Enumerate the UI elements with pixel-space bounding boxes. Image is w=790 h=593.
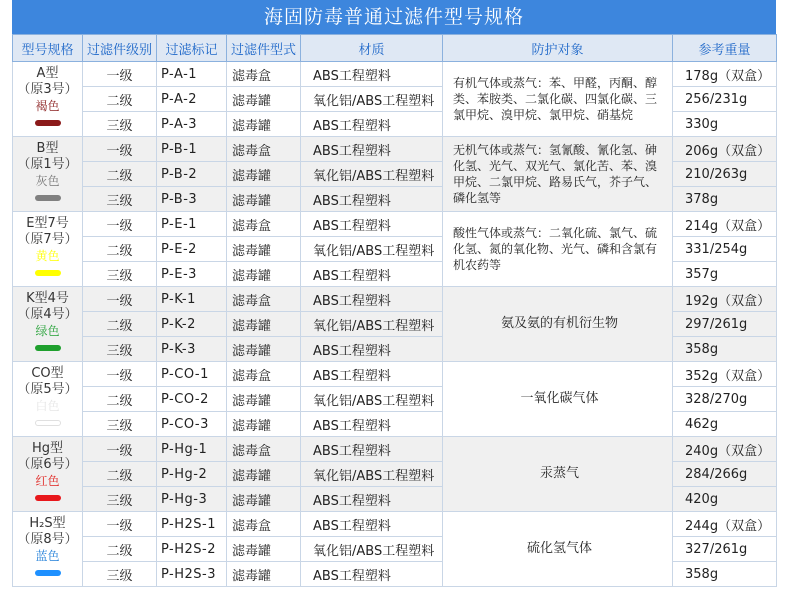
type-cell: 滤毒盒: [227, 437, 301, 462]
type-cell: 滤毒罐: [227, 87, 301, 112]
material-cell: 氧化铝/ABS工程塑料: [301, 387, 443, 412]
color-name: 灰色: [35, 174, 60, 188]
type-cell: 滤毒罐: [227, 387, 301, 412]
model-cell: [13, 437, 83, 512]
type-cell: 滤毒盒: [227, 62, 301, 87]
model-cell: [13, 362, 83, 437]
material-cell: ABS工程塑料: [301, 562, 443, 587]
table-row: [13, 212, 777, 237]
level-cell: 二级: [83, 537, 157, 562]
material-cell: ABS工程塑料: [301, 62, 443, 87]
mark-cell: P-K-1: [157, 287, 227, 312]
model-name: B型: [36, 141, 59, 156]
mark-cell: P-A-3: [157, 112, 227, 137]
header-model: 型号规格: [13, 35, 83, 62]
model-cell: [13, 287, 83, 362]
protection-cell: 一氧化碳气体: [443, 362, 673, 437]
protection-cell: 无机气体或蒸气：氢氰酸、氰化氢、砷化氢、光气、双光气、氯化苦、苯、溴甲烷、二氯甲烷、路易氏气，芥子气、磷化氢等: [443, 137, 673, 212]
table-row: [13, 512, 777, 537]
table-row: [13, 437, 777, 462]
level-cell: 二级: [83, 312, 157, 337]
weight-cell: 206g（双盒）: [673, 137, 777, 162]
mark-cell: P-Hg-3: [157, 487, 227, 512]
mark-cell: P-CO-2: [157, 387, 227, 412]
color-swatch: [35, 420, 61, 426]
page-title: 海固防毒普通过滤件型号规格: [12, 0, 776, 34]
type-cell: 滤毒罐: [227, 312, 301, 337]
material-cell: ABS工程塑料: [301, 212, 443, 237]
mark-cell: P-Hg-1: [157, 437, 227, 462]
model-name: CO型: [31, 366, 64, 381]
type-cell: 滤毒盒: [227, 287, 301, 312]
level-cell: 一级: [83, 512, 157, 537]
color-swatch: [35, 570, 61, 576]
material-cell: ABS工程塑料: [301, 262, 443, 287]
material-cell: 氧化铝/ABS工程塑料: [301, 462, 443, 487]
model-original: （原4号）: [17, 307, 78, 322]
material-cell: 氧化铝/ABS工程塑料: [301, 87, 443, 112]
spec-table: [12, 34, 777, 587]
weight-cell: 297/261g: [673, 312, 777, 337]
table-body: [13, 62, 777, 587]
weight-cell: 256/231g: [673, 87, 777, 112]
weight-cell: 178g（双盒）: [673, 62, 777, 87]
header-protection: 防护对象: [443, 35, 673, 62]
weight-cell: 327/261g: [673, 537, 777, 562]
weight-cell: 420g: [673, 487, 777, 512]
mark-cell: P-CO-1: [157, 362, 227, 387]
type-cell: 滤毒盒: [227, 512, 301, 537]
header-mark: 过滤标记: [157, 35, 227, 62]
mark-cell: P-K-2: [157, 312, 227, 337]
type-cell: 滤毒罐: [227, 187, 301, 212]
weight-cell: 462g: [673, 412, 777, 437]
color-name: 白色: [35, 399, 60, 413]
level-cell: 三级: [83, 337, 157, 362]
material-cell: ABS工程塑料: [301, 287, 443, 312]
header-weight: 参考重量: [673, 35, 777, 62]
mark-cell: P-A-2: [157, 87, 227, 112]
level-cell: 三级: [83, 412, 157, 437]
mark-cell: P-E-2: [157, 237, 227, 262]
model-name: H₂S型: [29, 516, 66, 531]
header-material: 材质: [301, 35, 443, 62]
color-name: 红色: [35, 474, 60, 488]
type-cell: 滤毒盒: [227, 212, 301, 237]
model-name: K型4号: [26, 291, 69, 306]
type-cell: 滤毒盒: [227, 137, 301, 162]
material-cell: ABS工程塑料: [301, 487, 443, 512]
weight-cell: 352g（双盒）: [673, 362, 777, 387]
mark-cell: P-B-3: [157, 187, 227, 212]
model-cell: [13, 137, 83, 212]
level-cell: 一级: [83, 62, 157, 87]
level-cell: 一级: [83, 137, 157, 162]
mark-cell: P-Hg-2: [157, 462, 227, 487]
model-original: （原7号）: [17, 232, 78, 247]
protection-cell: 氨及氨的有机衍生物: [443, 287, 673, 362]
material-cell: ABS工程塑料: [301, 112, 443, 137]
material-cell: 氧化铝/ABS工程塑料: [301, 162, 443, 187]
weight-cell: 284/266g: [673, 462, 777, 487]
material-cell: ABS工程塑料: [301, 437, 443, 462]
model-original: （原3号）: [17, 82, 78, 97]
model-original: （原5号）: [17, 382, 78, 397]
model-name: A型: [36, 66, 59, 81]
mark-cell: P-H2S-2: [157, 537, 227, 562]
weight-cell: 244g（双盒）: [673, 512, 777, 537]
level-cell: 三级: [83, 112, 157, 137]
color-name: 褐色: [35, 99, 60, 113]
type-cell: 滤毒罐: [227, 337, 301, 362]
mark-cell: P-E-3: [157, 262, 227, 287]
weight-cell: 328/270g: [673, 387, 777, 412]
table-row: [13, 62, 777, 87]
table-row: [13, 362, 777, 387]
type-cell: 滤毒罐: [227, 262, 301, 287]
mark-cell: P-E-1: [157, 212, 227, 237]
model-name: Hg型: [31, 441, 64, 456]
level-cell: 三级: [83, 487, 157, 512]
protection-cell: 有机气体或蒸气：苯、甲醛，丙酮、醇类、苯胺类、二氯化碳、四氯化碳、三氯甲烷、溴甲烷、氯甲烷、硝基烷: [443, 62, 673, 137]
type-cell: 滤毒罐: [227, 162, 301, 187]
level-cell: 二级: [83, 462, 157, 487]
color-name: 黄色: [35, 249, 60, 263]
model-original: （原6号）: [17, 457, 78, 472]
color-swatch: [35, 495, 61, 501]
weight-cell: 357g: [673, 262, 777, 287]
level-cell: 一级: [83, 212, 157, 237]
type-cell: 滤毒罐: [227, 112, 301, 137]
level-cell: 一级: [83, 362, 157, 387]
level-cell: 三级: [83, 187, 157, 212]
mark-cell: P-B-1: [157, 137, 227, 162]
level-cell: 三级: [83, 262, 157, 287]
mark-cell: P-H2S-1: [157, 512, 227, 537]
color-swatch: [35, 345, 61, 351]
type-cell: 滤毒罐: [227, 237, 301, 262]
weight-cell: 240g（双盒）: [673, 437, 777, 462]
material-cell: ABS工程塑料: [301, 137, 443, 162]
weight-cell: 378g: [673, 187, 777, 212]
weight-cell: 210/263g: [673, 162, 777, 187]
type-cell: 滤毒盒: [227, 362, 301, 387]
material-cell: ABS工程塑料: [301, 362, 443, 387]
header-row: [13, 35, 777, 62]
level-cell: 一级: [83, 287, 157, 312]
mark-cell: P-CO-3: [157, 412, 227, 437]
model-original: （原8号）: [17, 532, 78, 547]
protection-cell: 汞蒸气: [443, 437, 673, 512]
color-swatch: [35, 120, 61, 126]
level-cell: 二级: [83, 162, 157, 187]
protection-cell: 硫化氢气体: [443, 512, 673, 587]
table-row: [13, 137, 777, 162]
level-cell: 一级: [83, 437, 157, 462]
weight-cell: 358g: [673, 337, 777, 362]
material-cell: 氧化铝/ABS工程塑料: [301, 537, 443, 562]
model-name: E型7号: [26, 216, 69, 231]
material-cell: ABS工程塑料: [301, 512, 443, 537]
weight-cell: 330g: [673, 112, 777, 137]
material-cell: 氧化铝/ABS工程塑料: [301, 237, 443, 262]
model-cell: [13, 512, 83, 587]
mark-cell: P-K-3: [157, 337, 227, 362]
level-cell: 三级: [83, 562, 157, 587]
type-cell: 滤毒罐: [227, 537, 301, 562]
table-row: [13, 287, 777, 312]
model-cell: [13, 62, 83, 137]
weight-cell: 331/254g: [673, 237, 777, 262]
color-swatch: [35, 195, 61, 201]
protection-cell: 酸性气体或蒸气：二氧化硫、氯气、硫化氢、氮的氧化物、光气、磷和含氯有机农药等: [443, 212, 673, 287]
header-level: 过滤件级别: [83, 35, 157, 62]
color-name: 绿色: [35, 324, 60, 338]
color-name: 蓝色: [35, 549, 60, 563]
weight-cell: 214g（双盒）: [673, 212, 777, 237]
color-swatch: [35, 270, 61, 276]
material-cell: 氧化铝/ABS工程塑料: [301, 312, 443, 337]
weight-cell: 192g（双盒）: [673, 287, 777, 312]
level-cell: 二级: [83, 387, 157, 412]
model-original: （原1号）: [17, 157, 78, 172]
mark-cell: P-B-2: [157, 162, 227, 187]
material-cell: ABS工程塑料: [301, 337, 443, 362]
level-cell: 二级: [83, 87, 157, 112]
type-cell: 滤毒罐: [227, 462, 301, 487]
type-cell: 滤毒罐: [227, 487, 301, 512]
type-cell: 滤毒罐: [227, 562, 301, 587]
weight-cell: 358g: [673, 562, 777, 587]
mark-cell: P-A-1: [157, 62, 227, 87]
material-cell: ABS工程塑料: [301, 187, 443, 212]
level-cell: 二级: [83, 237, 157, 262]
material-cell: ABS工程塑料: [301, 412, 443, 437]
type-cell: 滤毒罐: [227, 412, 301, 437]
mark-cell: P-H2S-3: [157, 562, 227, 587]
model-cell: [13, 212, 83, 287]
header-type: 过滤件型式: [227, 35, 301, 62]
